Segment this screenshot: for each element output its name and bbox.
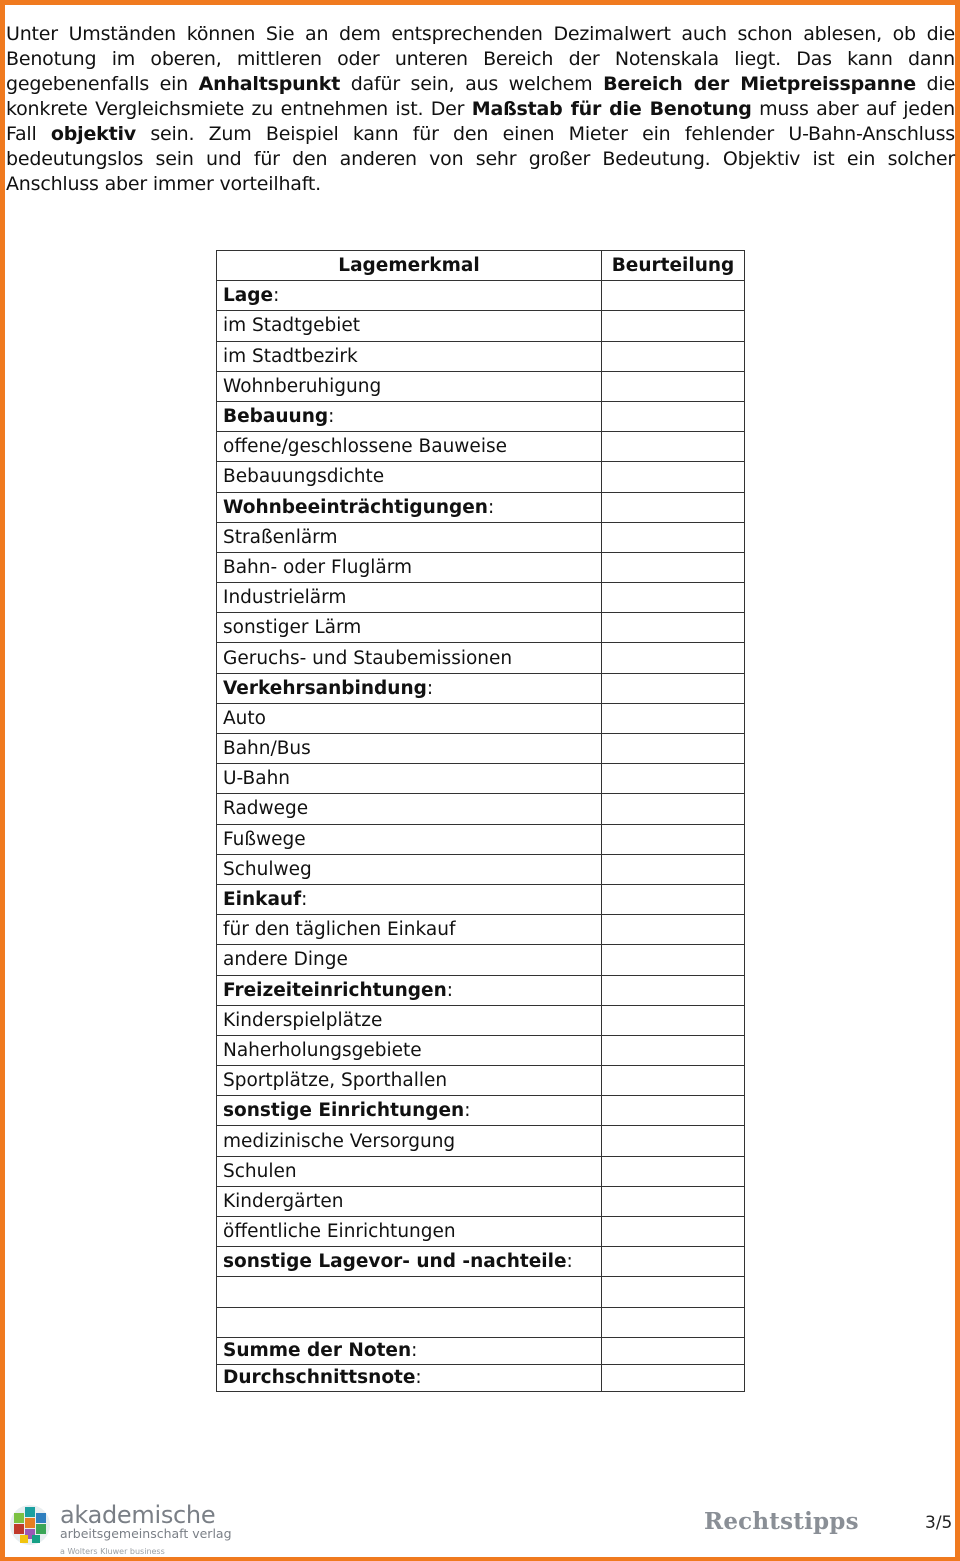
- table-row: [217, 462, 745, 492]
- table-row: [217, 613, 745, 643]
- lagemerkmal-label: medizinische Versorgung: [223, 1130, 456, 1152]
- beurteilung-cell[interactable]: [602, 1247, 745, 1277]
- table-row: [217, 1277, 745, 1307]
- table-row: [217, 794, 745, 824]
- table-row: [217, 281, 745, 311]
- beurteilung-cell[interactable]: [602, 824, 745, 854]
- intro-paragraph: Unter Umständen können Sie an dem entsprechenden Dezimalwert auch schon ablesen, ob die Benotung im oberen, mittleren oder unteren Bereich der Notenskala liegt. Das kann dann gegebenenfalls ein Anhaltspunkt dafür sein, aus welchem Bereich der Mietpreisspanne die konkrete Vergleichsmiete zu entnehmen ist. Der Maßstab für die Benotung muss aber auf jeden Fall objektiv sein. Zum Beispiel kann für den einen Mieter ein fehlender U-Bahn-Anschluss bedeutungslos sein und für den anderen von sehr großer Bedeutung. Objektiv ist ein solcher Anschluss aber immer vorteilhaft.: [6, 23, 955, 195]
- lagemerkmal-label: offene/geschlossene Bauweise: [223, 436, 507, 458]
- lagemerkmal-cell: [217, 734, 602, 764]
- beurteilung-cell[interactable]: [602, 975, 745, 1005]
- label-colon: :: [411, 1340, 418, 1362]
- beurteilung-cell[interactable]: [602, 432, 745, 462]
- table-row: [217, 703, 745, 733]
- table-row: [217, 1337, 745, 1364]
- lagemerkmal-label: Bebauung: [223, 406, 329, 428]
- table-row: [217, 1126, 745, 1156]
- table-row: [217, 341, 745, 371]
- lagemerkmal-label: Schulweg: [223, 858, 312, 880]
- lagemerkmal-cell: [217, 492, 602, 522]
- table-row: [217, 1096, 745, 1126]
- table-row: [217, 824, 745, 854]
- beurteilung-cell[interactable]: [602, 462, 745, 492]
- lagemerkmal-cell: [217, 1096, 602, 1126]
- beurteilung-cell[interactable]: [602, 341, 745, 371]
- lagemerkmal-cell: [217, 552, 602, 582]
- lagemerkmal-cell: [217, 854, 602, 884]
- lagemerkmal-cell: [217, 764, 602, 794]
- table-row: [217, 1186, 745, 1216]
- beurteilung-cell[interactable]: [602, 1364, 745, 1391]
- lagemerkmal-label: Radwege: [223, 798, 309, 820]
- lagemerkmal-label: Wohnberuhigung: [223, 375, 382, 397]
- beurteilung-cell[interactable]: [602, 281, 745, 311]
- location-assessment-table: [216, 250, 745, 1392]
- label-colon: :: [328, 406, 335, 428]
- table-row: [217, 915, 745, 945]
- lagemerkmal-label: Bahn- oder Fluglärm: [223, 556, 412, 578]
- beurteilung-cell[interactable]: [602, 1066, 745, 1096]
- lagemerkmal-label: Schulen: [223, 1160, 297, 1182]
- lagemerkmal-label: Fußwege: [223, 828, 306, 850]
- lagemerkmal-label: öffentliche Einrichtungen: [223, 1221, 456, 1243]
- table-row: [217, 673, 745, 703]
- lagemerkmal-cell: [217, 1307, 602, 1337]
- label-colon: :: [273, 285, 280, 307]
- lagemerkmal-cell: [217, 703, 602, 733]
- beurteilung-cell[interactable]: [602, 1126, 745, 1156]
- publisher-logo-icon: [8, 1503, 52, 1547]
- brand-rechtstipps: Rechtstipps: [704, 1508, 859, 1535]
- lagemerkmal-label: Kinderspielplätze: [223, 1009, 383, 1031]
- lagemerkmal-label: Einkauf: [223, 889, 302, 911]
- lagemerkmal-cell: [217, 613, 602, 643]
- table-row: [217, 1217, 745, 1247]
- beurteilung-cell[interactable]: [602, 522, 745, 552]
- lagemerkmal-cell: [217, 371, 602, 401]
- lagemerkmal-cell: [217, 1186, 602, 1216]
- table-row: [217, 401, 745, 431]
- beurteilung-cell[interactable]: [602, 1277, 745, 1307]
- lagemerkmal-cell: [217, 1005, 602, 1035]
- beurteilung-cell[interactable]: [602, 1156, 745, 1186]
- lagemerkmal-cell: [217, 673, 602, 703]
- beurteilung-cell[interactable]: [602, 1035, 745, 1065]
- label-colon: :: [446, 979, 454, 1001]
- beurteilung-cell[interactable]: [602, 945, 745, 975]
- beurteilung-cell[interactable]: [602, 643, 745, 673]
- lagemerkmal-label: Wohnbeeinträchtigungen: [223, 496, 488, 518]
- beurteilung-cell[interactable]: [602, 703, 745, 733]
- lagemerkmal-cell: [217, 1217, 602, 1247]
- table-row: [217, 492, 745, 522]
- lagemerkmal-label: U-Bahn: [223, 768, 291, 790]
- table-row: [217, 1066, 745, 1096]
- lagemerkmal-label: Industrielärm: [223, 587, 347, 609]
- page-number: 3/5: [925, 1513, 953, 1533]
- lagemerkmal-cell: [217, 1035, 602, 1065]
- lagemerkmal-cell: [217, 432, 602, 462]
- beurteilung-cell[interactable]: [602, 854, 745, 884]
- lagemerkmal-label: im Stadtgebiet: [223, 315, 361, 337]
- beurteilung-cell[interactable]: [602, 583, 745, 613]
- beurteilung-cell[interactable]: [602, 613, 745, 643]
- table-row: [217, 552, 745, 582]
- table-row: [217, 1247, 745, 1277]
- lagemerkmal-cell: [217, 1247, 602, 1277]
- lagemerkmal-label: Bebauungsdichte: [223, 466, 385, 488]
- lagemerkmal-label: Durchschnittsnote: [223, 1367, 416, 1389]
- lagemerkmal-label: andere Dinge: [223, 949, 348, 971]
- table-row: [217, 371, 745, 401]
- beurteilung-cell[interactable]: [602, 1337, 745, 1364]
- lagemerkmal-label: Straßenlärm: [223, 526, 338, 548]
- beurteilung-cell[interactable]: [602, 401, 745, 431]
- header-lagemerkmal: Lagemerkmal: [217, 251, 602, 281]
- beurteilung-cell[interactable]: [602, 673, 745, 703]
- table-row: [217, 432, 745, 462]
- beurteilung-cell[interactable]: [602, 1217, 745, 1247]
- label-colon: :: [426, 677, 434, 699]
- table-row: [217, 1307, 745, 1337]
- lagemerkmal-label: im Stadtbezirk: [223, 345, 358, 367]
- table-row: [217, 734, 745, 764]
- lagemerkmal-cell: [217, 975, 602, 1005]
- lagemerkmal-label: Lage: [223, 285, 274, 307]
- beurteilung-cell[interactable]: [602, 1307, 745, 1337]
- lagemerkmal-cell: [217, 794, 602, 824]
- label-colon: :: [301, 889, 308, 911]
- beurteilung-cell[interactable]: [602, 794, 745, 824]
- beurteilung-cell[interactable]: [602, 311, 745, 341]
- lagemerkmal-cell: [217, 1156, 602, 1186]
- table-header-row: [217, 251, 745, 281]
- table-row: [217, 311, 745, 341]
- table-row: [217, 522, 745, 552]
- beurteilung-cell[interactable]: [602, 915, 745, 945]
- beurteilung-cell[interactable]: [602, 1096, 745, 1126]
- beurteilung-cell[interactable]: [602, 1005, 745, 1035]
- table-row: [217, 1364, 745, 1391]
- table-row: [217, 884, 745, 914]
- beurteilung-cell[interactable]: [602, 764, 745, 794]
- table-row: [217, 854, 745, 884]
- lagemerkmal-label: Naherholungsgebiete: [223, 1039, 422, 1061]
- beurteilung-cell[interactable]: [602, 1186, 745, 1216]
- lagemerkmal-cell: [217, 945, 602, 975]
- table-row: [217, 1005, 745, 1035]
- lagemerkmal-label: Bahn/Bus: [223, 738, 311, 760]
- lagemerkmal-cell: [217, 1126, 602, 1156]
- lagemerkmal-label: Verkehrsanbindung: [223, 677, 427, 699]
- lagemerkmal-cell: [217, 643, 602, 673]
- lagemerkmal-cell: [217, 824, 602, 854]
- lagemerkmal-label: Summe der Noten: [223, 1340, 412, 1362]
- beurteilung-cell[interactable]: [602, 734, 745, 764]
- lagemerkmal-cell: [217, 884, 602, 914]
- lagemerkmal-cell: [217, 341, 602, 371]
- table-row: [217, 1035, 745, 1065]
- beurteilung-cell[interactable]: [602, 371, 745, 401]
- label-colon: :: [566, 1251, 573, 1273]
- lagemerkmal-cell: [217, 1337, 602, 1364]
- table-row: [217, 975, 745, 1005]
- beurteilung-cell[interactable]: [602, 884, 745, 914]
- table-row: [217, 945, 745, 975]
- lagemerkmal-label: Auto: [223, 707, 266, 729]
- table-row: [217, 1156, 745, 1186]
- lagemerkmal-label: für den täglichen Einkauf: [223, 919, 456, 941]
- label-colon: :: [487, 496, 495, 518]
- table-row: [217, 764, 745, 794]
- beurteilung-cell[interactable]: [602, 552, 745, 582]
- lagemerkmal-label: sonstige Lagevor- und -nachteile: [223, 1251, 567, 1273]
- label-colon: :: [415, 1367, 422, 1389]
- lagemerkmal-cell: [217, 1277, 602, 1307]
- lagemerkmal-cell: [217, 522, 602, 552]
- beurteilung-cell[interactable]: [602, 492, 745, 522]
- lagemerkmal-cell: [217, 462, 602, 492]
- lagemerkmal-label: sonstige Einrichtungen: [223, 1100, 465, 1122]
- label-colon: :: [464, 1100, 471, 1122]
- publisher-name: akademische arbeitsgemeinschaft verlag a Wolters Kluwer business: [60, 1501, 232, 1556]
- lagemerkmal-cell: [217, 1066, 602, 1096]
- lagemerkmal-label: Sportplätze, Sporthallen: [223, 1070, 448, 1092]
- lagemerkmal-cell: [217, 915, 602, 945]
- table-row: [217, 643, 745, 673]
- lagemerkmal-cell: [217, 401, 602, 431]
- lagemerkmal-label: Kindergärten: [223, 1190, 344, 1212]
- lagemerkmal-cell: [217, 583, 602, 613]
- header-beurteilung: Beurteilung: [602, 251, 745, 281]
- lagemerkmal-label: Geruchs- und Staubemissionen: [223, 647, 513, 669]
- lagemerkmal-label: sonstiger Lärm: [223, 617, 362, 639]
- lagemerkmal-cell: [217, 311, 602, 341]
- lagemerkmal-cell: [217, 281, 602, 311]
- lagemerkmal-label: Freizeiteinrichtungen: [223, 979, 447, 1001]
- table-row: [217, 583, 745, 613]
- lagemerkmal-cell: [217, 1364, 602, 1391]
